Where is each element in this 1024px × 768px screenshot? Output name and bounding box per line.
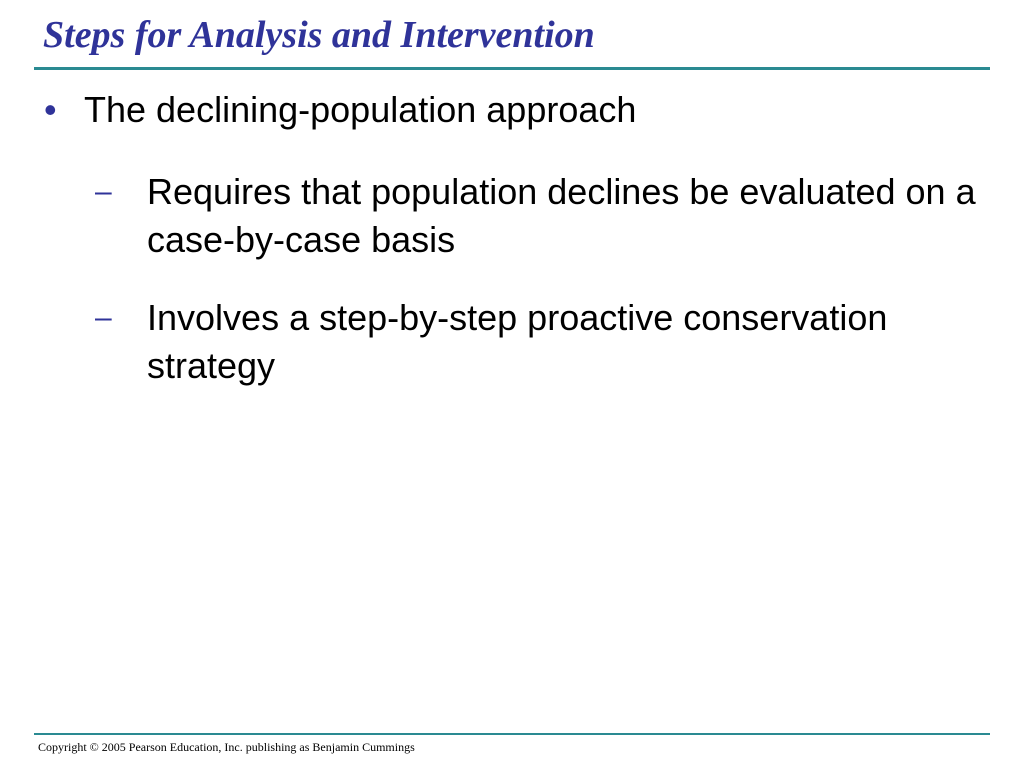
title-divider (34, 67, 990, 70)
bullet-item (44, 86, 636, 134)
sub-bullet-item (95, 168, 995, 264)
dash-icon: – (95, 175, 112, 208)
bullet-text: The declining-population approach (84, 89, 637, 130)
sub-bullet-text: Requires that population declines be evaluated on a case-by-case basis (147, 171, 976, 260)
slide-title: Steps for Analysis and Intervention (43, 14, 595, 56)
footer-divider (34, 733, 990, 735)
bullet-icon: • (44, 89, 57, 130)
sub-bullet-item (95, 294, 995, 390)
copyright-footer: Copyright © 2005 Pearson Education, Inc. publishing as Benjamin Cummings (38, 740, 415, 754)
dash-icon: – (95, 301, 112, 334)
sub-bullet-text: Involves a step-by-step proactive conservation strategy (147, 297, 888, 386)
